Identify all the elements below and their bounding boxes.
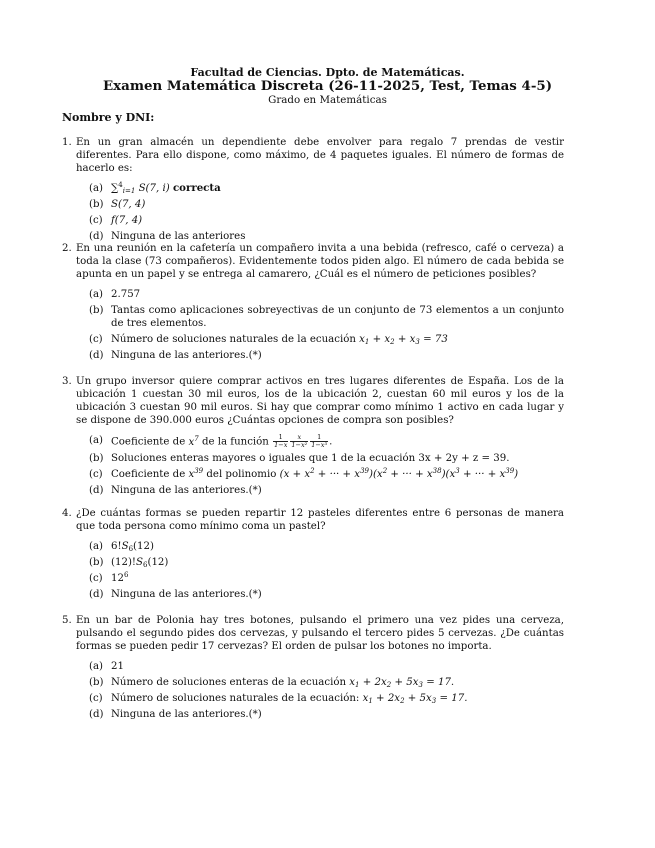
option-label: (c) <box>89 573 103 584</box>
option-label: (a) <box>89 435 104 446</box>
degree-line: Grado en Matemáticas <box>268 94 387 106</box>
option-label: (d) <box>89 709 104 720</box>
sum-term: S(7, i) <box>138 183 170 194</box>
sum-expression: ∑$^4_{i=1}$ S(7, i) correcta <box>111 181 221 195</box>
option-text: Número de soluciones naturales de la ecuación <box>111 334 356 345</box>
option-text-2: del polinomio <box>206 469 277 480</box>
option-a: (a) Coeficiente de $x^7$ de la función $\frac{1}{1-x}$ $\frac{x}{\text{1−x²}}$ $\frac{1}{\text{1−x³}}$ . <box>89 433 333 449</box>
option-label: (b) <box>89 305 104 316</box>
option-d <box>76 588 564 601</box>
option-text: Ninguna de las anteriores.(*) <box>111 709 262 720</box>
option-label: (a) <box>89 541 104 552</box>
question-text: En un bar de Polonia hay tres botones, pulsando el primero una vez pides una cerveza, pulsando el segundo pides dos cervezas, y pulsando el tercero pides 5 cervezas. ¿De cuántas formas se pueden pedir 17 cervezas? El orden de pulsar los botones no importa. <box>76 615 564 652</box>
option-text: Número de soluciones enteras de la ecuación <box>111 677 347 688</box>
option-c <box>76 214 564 227</box>
polynomial: ($x + x^2$ + ··· + $x^{39})(x^2$ + ··· + $x^{38})(x^3$ + ··· + $x^{39}$) <box>279 467 519 480</box>
option-label: (b) <box>89 199 104 210</box>
sum-index: i=1 <box>122 187 136 195</box>
option-text: $12^6$ <box>111 571 129 584</box>
question-text: En un gran almacén un dependiente debe envolver para regalo 7 prendas de vestir diferentes. Para ello dispone, como máximo, de 4 paquetes iguales. El número de formas de hacerlo es: <box>76 137 564 174</box>
option-b <box>76 452 564 465</box>
option-label: (d) <box>89 231 104 242</box>
option-text: $6!S_6(12)$ <box>111 541 154 553</box>
question-5 <box>62 614 564 724</box>
question-2 <box>62 242 564 365</box>
equation: $x_1 + x_2 + x_3 = 73$ <box>359 334 448 346</box>
question-number: 3. <box>62 376 72 387</box>
option-text: Tantas como aplicaciones sobreyectivas de un conjunto de 73 elementos a un conjunto de tres elementos. <box>111 305 564 329</box>
question-number: 5. <box>62 615 72 626</box>
option-text: 21 <box>111 661 124 672</box>
option-label: (a) <box>89 183 104 194</box>
exam-title: Examen Matemática Discreta (26-11-2025, Test, Temas 4-5) <box>102 78 553 94</box>
question-4 <box>62 507 564 604</box>
option-label: (a) <box>89 661 104 672</box>
name-dni-label: Nombre y DNI: <box>62 111 155 124</box>
question-text: En una reunión en la cafetería un compañero invita a una bebida (refresco, café o cerveza) a toda la clase (73 compañeros). Evidentemente todos piden algo. El número de cada bebida se apunta en un papel y se entrega al camarero, ¿Cuál es el número de peticiones posibles? <box>76 243 564 280</box>
option-text: Ninguna de las anteriores.(*) <box>111 350 262 361</box>
option-b <box>76 556 564 569</box>
option-c <box>76 692 564 705</box>
sum-top: 4 <box>118 181 123 189</box>
question-number: 4. <box>62 508 72 519</box>
option-text: Ninguna de las anteriores.(*) <box>111 485 262 496</box>
option-d <box>76 349 564 362</box>
option-text: Número de soluciones naturales de la ecuación: <box>111 693 360 704</box>
option-text: Ninguna de las anteriores <box>111 231 246 242</box>
option-text: $(12)!S_6(12)$ <box>111 557 169 569</box>
question-3 <box>62 375 564 500</box>
option-a <box>76 288 564 301</box>
option-b <box>76 676 564 689</box>
option-c <box>76 572 564 585</box>
fraction: $\frac{1}{1-x}$ <box>274 433 288 449</box>
equation: $x_1 + 2x_2 + 5x_3 = 17$. <box>349 677 455 689</box>
option-text-2: de la función <box>201 436 269 448</box>
fraction: $\frac{1}{\text{1−x³}}$ <box>311 433 328 449</box>
option-text: Soluciones enteras mayores o iguales que 1 de la ecuación 3x + 2y + z = 39. <box>111 453 510 464</box>
question-number: 1. <box>62 137 72 148</box>
option-text: f(7, 4) <box>111 215 143 226</box>
option-text: Coeficiente de <box>111 469 186 480</box>
option-a <box>76 660 564 673</box>
option-label: (d) <box>89 485 104 496</box>
exam-header <box>0 66 655 107</box>
option-a <box>76 540 564 553</box>
option-text: S(7, 4) <box>111 199 146 210</box>
faculty-line: Facultad de Ciencias. Dpto. de Matemáticas. <box>190 66 465 79</box>
option-label: (c) <box>89 334 103 345</box>
option-label: (b) <box>89 557 104 568</box>
term: $x^7$ <box>188 434 199 448</box>
option-label: (a) <box>89 289 104 300</box>
option-c <box>76 468 564 481</box>
option-label: (d) <box>89 350 104 361</box>
option-label: (c) <box>89 215 103 226</box>
correct-mark: correcta <box>172 182 221 194</box>
option-text: Ninguna de las anteriores.(*) <box>111 589 262 600</box>
option-d <box>76 708 564 721</box>
option-b <box>76 198 564 211</box>
option-c <box>76 333 564 346</box>
option-b <box>76 304 564 330</box>
option-text: 2.757 <box>111 289 141 300</box>
term: $x^{39}$ <box>188 467 204 480</box>
equation: $x_1 + 2x_2 + 5x_3 = 17$. <box>362 693 468 705</box>
option-d <box>76 484 564 497</box>
fraction: $\frac{x}{\text{1−x²}}$ <box>291 433 308 449</box>
question-1 <box>62 136 564 246</box>
question-text: ¿De cuántas formas se pueden repartir 12 pasteles diferentes entre 6 personas de manera que toda persona como mínimo coma un pastel? <box>76 508 564 532</box>
question-number: 2. <box>62 243 72 254</box>
option-label: (d) <box>89 589 104 600</box>
option-label: (b) <box>89 453 104 464</box>
option-label: (b) <box>89 677 104 688</box>
option-label: (c) <box>89 469 103 480</box>
question-text: Un grupo inversor quiere comprar activos en tres lugares diferentes de España. Los de la ubicación 1 cuestan 30 mil euros, los de la ubicación 2, cuestan 60 mil euros y los de la ubicación 3 cuestan 90 mil euros. Si hay que comprar como mínimo 1 activo en cada lugar y se dispone de 390.000 euros ¿Cuántas opciones de compra son posibles? <box>76 376 564 426</box>
option-text: Coeficiente de <box>111 436 186 448</box>
option-label: (c) <box>89 693 103 704</box>
option-a <box>76 182 564 195</box>
